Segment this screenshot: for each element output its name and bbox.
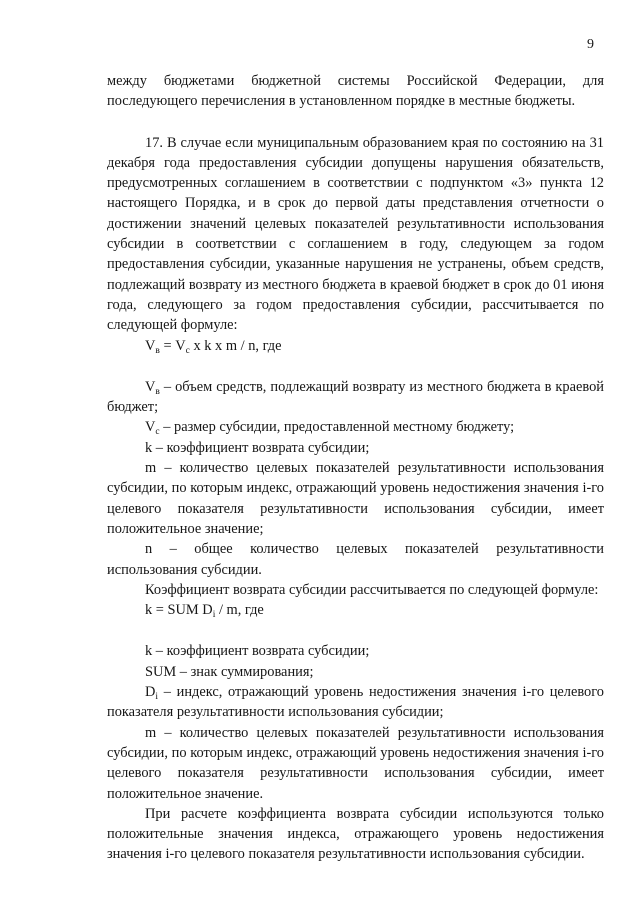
definition-vv-subscript: в [155, 386, 160, 397]
definition2-d [107, 682, 604, 723]
definition-m: m – количество целевых показателей результативности использования субсидии, по которым индекс, отражающий уровень недостижения значения i-го целевого показателя результативности использования субсидии, имеет положительное значение; [107, 460, 604, 537]
definition-vv-symbol: V [145, 378, 156, 395]
formula-vc-subscript: с [185, 345, 190, 356]
formula2-left: k = SUM D [145, 602, 213, 619]
definition2-d-text: – индекс, отражающий уровень недостижения значения i-го целевого показателя результативности использования субсидии; [107, 684, 604, 721]
definition-vv-text: – объем средств, подлежащий возврату из местного бюджета в краевой бюджет; [107, 378, 604, 416]
definition-n: n – общее количество целевых показателей результативности использования субсидии. [107, 541, 604, 578]
page-number: 9 [587, 37, 594, 52]
definition2-sum: SUM – знак суммирования; [145, 663, 314, 680]
formula2-subscript: i [212, 610, 216, 621]
paragraph-final: При расчете коэффициента возврата субсидии используются только положительные значения индекса, отражающего уровень недостижения значения i-го целевого показателя результативности использования субсидии. [107, 805, 604, 863]
paragraph-continuation: между бюджетами бюджетной системы Российской Федерации, для последующего перечисления в установленном порядке в местные бюджеты. [107, 73, 604, 110]
formula-eq: = V [159, 337, 186, 354]
definition-vc-symbol: V [145, 419, 156, 436]
definition2-d-subscript: i [155, 692, 159, 703]
formula-v-subscript: в [155, 345, 160, 356]
document-body [107, 71, 604, 865]
paragraph-17: 17. В случае если муниципальным образованием края по состоянию на 31 декабря года предоставления субсидии допущены нарушения обязательств, предусмотренных соглашением в соответствии с подпунктом «3» пункта 12 настоящего Порядка, и в срок до первой даты представления отчетности о достижении значений целевых показателей результативности использования субсидии в соответствии с соглашением в году, следующем за годом предоставления субсидии, указанные нарушения не устранены, объем средств, подлежащий возврату из местного бюджета в краевой бюджет в срок до 01 июня года, следующего за годом предоставления субсидии, рассчитывается по следующей формуле: [107, 134, 604, 334]
formula-coefficient [107, 600, 604, 620]
definition2-d-symbol: D [145, 684, 156, 701]
coefficient-intro: Коэффициент возврата субсидии рассчитывается по следующей формуле: [145, 581, 599, 598]
definition2-k: k – коэффициент возврата субсидии; [145, 643, 370, 660]
formula2-right: / m, где [215, 602, 264, 619]
definition-vc-subscript: с [155, 427, 160, 438]
formula-v: V [145, 337, 156, 354]
definition-vv [107, 377, 604, 418]
formula-return-volume [107, 336, 604, 356]
formula-rest: x k x m / n, где [189, 337, 282, 354]
definition2-m: m – количество целевых показателей результативности использования субсидии, по которым индекс, отражающий уровень недостижения значения i-го целевого показателя результативности использования субсидии, имеет положительное значение. [107, 724, 604, 802]
definition-k: k – коэффициент возврата субсидии; [145, 439, 370, 456]
definition-vc [107, 417, 604, 437]
definition-vc-text: – размер субсидии, предоставленной местному бюджету; [159, 419, 515, 436]
